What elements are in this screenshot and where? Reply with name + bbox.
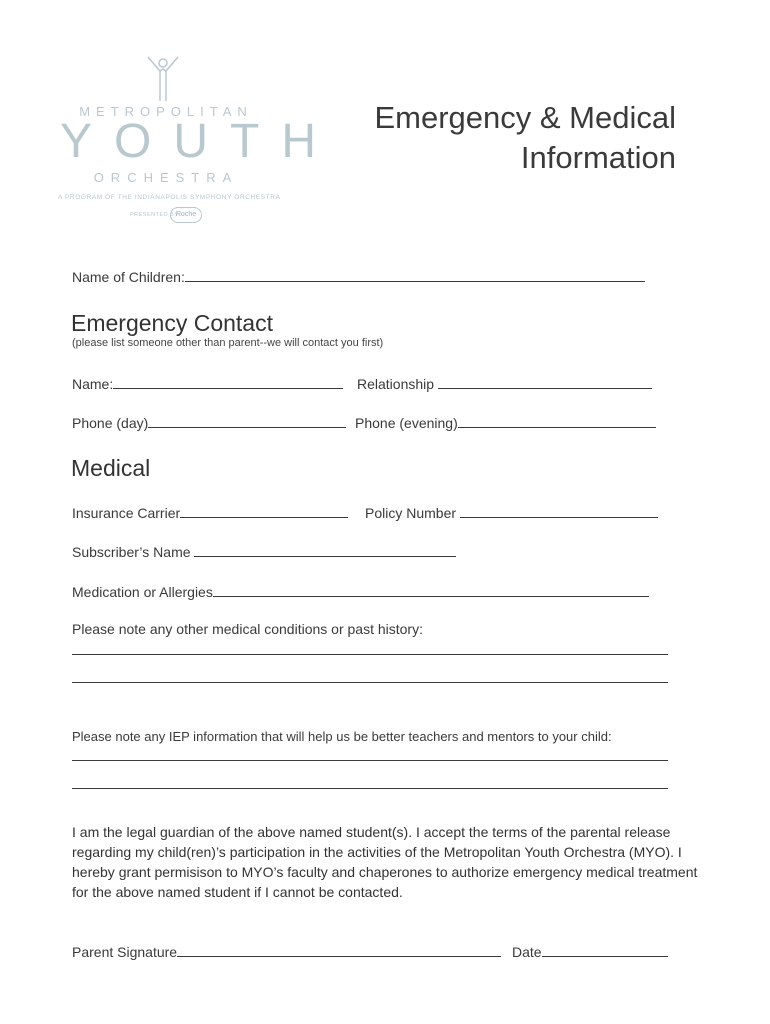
children-label: Name of Children:: [72, 269, 185, 285]
relationship-line[interactable]: [438, 374, 652, 389]
relationship-field[interactable]: [357, 374, 652, 392]
sponsor-logo: Roche: [170, 207, 202, 223]
medication-field[interactable]: [72, 582, 649, 600]
policy-field[interactable]: [365, 503, 658, 521]
contact-name-line[interactable]: [113, 374, 343, 389]
phone-day-label: Phone (day): [72, 415, 149, 431]
emergency-contact-note: (please list someone other than parent--we will contact you first): [72, 337, 384, 349]
contact-name-label: Name:: [72, 376, 114, 392]
title-line-2: Information: [520, 140, 676, 175]
iep-line-1[interactable]: [72, 760, 668, 761]
medication-label: Medication or Allergies: [72, 584, 213, 600]
phone-day-field[interactable]: [72, 413, 346, 431]
phone-evening-field[interactable]: [355, 413, 656, 431]
logo-orchestra: ORCHESTRA: [93, 170, 239, 185]
conditions-line-2[interactable]: [72, 682, 668, 683]
relationship-label: Relationship: [357, 376, 435, 392]
phone-day-line[interactable]: [148, 413, 346, 428]
children-line[interactable]: [185, 267, 645, 282]
conductor-figure-icon: [146, 55, 180, 103]
signature-label: Parent Signature: [72, 944, 178, 960]
release-paragraph: I am the legal guardian of the above named student(s). I accept the terms of the parental release regarding my child(ren)’s participation in the activities of the Metropolitan Youth Orchestra (MYO). I hereby grant permisison to MYO’s faculty and chaperones to authorize emergency medical treatment for the above named student if I cannot be contacted.: [72, 824, 698, 900]
conditions-line-1[interactable]: [72, 654, 668, 655]
date-label: Date: [512, 944, 542, 960]
medication-line[interactable]: [213, 582, 649, 597]
subscriber-line[interactable]: [194, 542, 456, 557]
signature-field[interactable]: [72, 942, 501, 960]
iep-line-2[interactable]: [72, 788, 668, 789]
insurance-field[interactable]: [72, 503, 348, 521]
subscriber-label: Subscriber’s Name: [72, 544, 191, 560]
insurance-line[interactable]: [180, 503, 348, 518]
iep-label: Please note any IEP information that will help us be better teachers and mentors to your child:: [72, 729, 612, 744]
logo-tagline: A PROGRAM OF THE INDIANAPOLIS SYMPHONY ORCHESTRA: [58, 194, 281, 201]
logo-youth: YOUTH: [60, 115, 338, 168]
title-line-1: Emergency & Medical: [374, 100, 676, 135]
page-title: [374, 98, 676, 178]
conditions-label: Please note any other medical conditions or past history:: [72, 621, 423, 637]
policy-label: Policy Number: [365, 505, 457, 521]
insurance-label: Insurance Carrier: [72, 505, 181, 521]
contact-name-field[interactable]: [72, 374, 343, 392]
logo-presented-by: PRESENTED BY: [130, 212, 179, 218]
policy-line[interactable]: [460, 503, 658, 518]
subscriber-field[interactable]: [72, 542, 456, 560]
date-line[interactable]: [542, 942, 668, 957]
emergency-contact-heading: Emergency Contact: [71, 310, 273, 336]
logo-metropolitan: METROPOLITAN: [79, 104, 253, 119]
children-field[interactable]: [72, 267, 645, 285]
date-field[interactable]: [512, 942, 668, 960]
phone-evening-line[interactable]: [458, 413, 656, 428]
signature-line[interactable]: [177, 942, 501, 957]
medical-heading: Medical: [71, 455, 151, 481]
phone-evening-label: Phone (evening): [355, 415, 458, 431]
